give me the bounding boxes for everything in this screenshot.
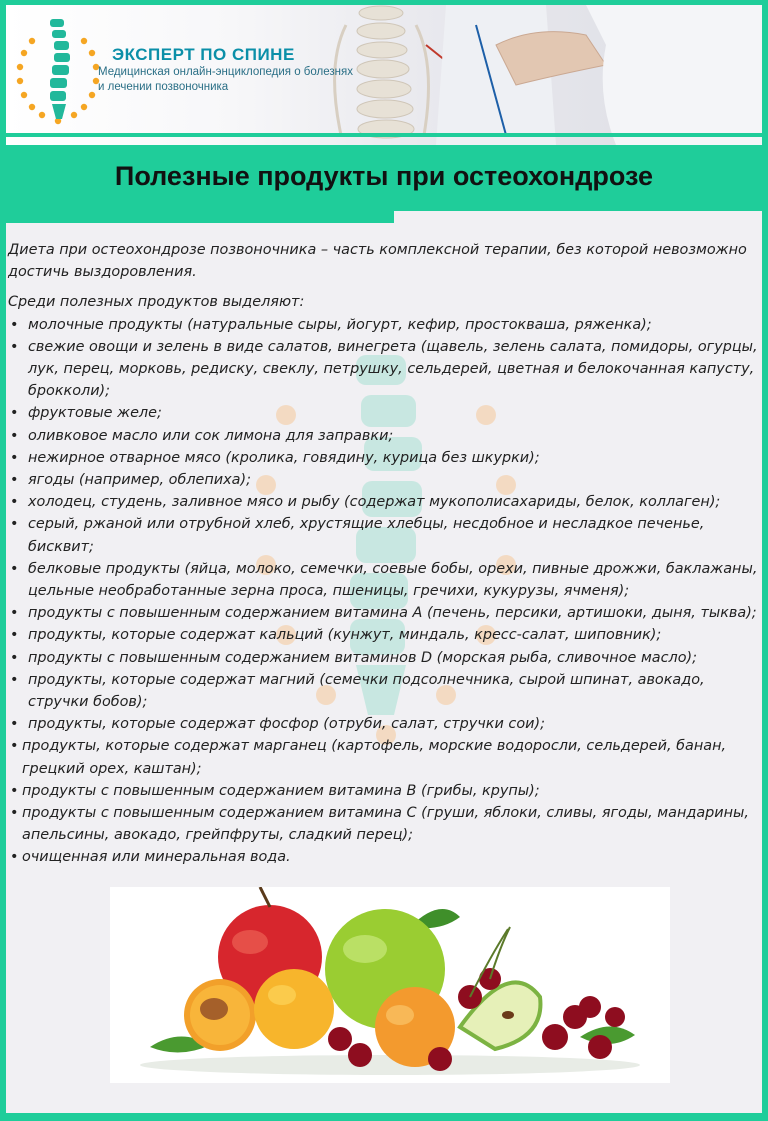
- list-item-text: фруктовые желе;: [28, 405, 162, 422]
- bullet-icon: •: [10, 405, 19, 422]
- list-item-text: продукты, которые содержат магний (семечки подсолнечника, сырой шпинат, авокадо, стручки бобов);: [28, 671, 705, 711]
- list-item-text: продукты с повышенным содержанием витамина В (грибы, крупы);: [22, 782, 540, 799]
- list-item: [8, 624, 758, 646]
- bullet-icon: •: [10, 805, 19, 822]
- apricot-icon: [254, 969, 334, 1049]
- bullet-icon: •: [10, 716, 19, 733]
- list-item-text: продукты с повышенным содержанием витамина А (печень, персики, артишоки, дыня, тыква);: [28, 605, 757, 622]
- list-item-text: оливковое масло или сок лимона для заправки;: [28, 427, 394, 444]
- bullet-icon: •: [10, 516, 19, 533]
- bullet-icon: •: [10, 494, 19, 511]
- bullet-icon: •: [10, 338, 19, 355]
- page-title: Полезные продукты при остеохондрозе: [114, 161, 654, 191]
- brand-title: ЭКСПЕРТ ПО СПИНЕ: [112, 45, 295, 64]
- article-body: [8, 239, 758, 869]
- bullet-icon: •: [10, 472, 19, 489]
- bullet-icon: •: [10, 738, 19, 755]
- brand-subtitle: Медицинская онлайн-энциклопедия о болезнях и лечении позвоночника: [98, 66, 353, 93]
- bullet-icon: •: [10, 427, 19, 444]
- list-item: [8, 336, 758, 403]
- bullet-icon: •: [10, 605, 19, 622]
- list-item: [8, 491, 758, 513]
- title-band-notch: [394, 211, 762, 225]
- intro-paragraph: Диета при остеохондрозе позвоночника – часть комплексной терапии, без которой невозможно достичь выздоровления.: [8, 242, 747, 281]
- bullet-icon: •: [10, 782, 19, 799]
- product-list: [8, 314, 758, 869]
- list-item: [8, 802, 758, 846]
- list-item: [8, 513, 758, 557]
- list-item-text: продукты, которые содержат марганец (картофель, морские водоросли, сельдерей, банан, грецкий орех, каштан);: [22, 738, 727, 777]
- list-item-text: продукты, которые содержат фосфор (отруби, салат, стручки сои);: [28, 716, 545, 733]
- fruit-illustration: [110, 887, 670, 1083]
- fruit-photo: [110, 887, 670, 1083]
- list-item-text: холодец, студень, заливное мясо и рыбу (содержат мукополисахариды, белок, коллаген);: [28, 494, 721, 511]
- list-item: [8, 469, 758, 491]
- bullet-icon: •: [10, 316, 19, 333]
- list-item-text: серый, ржаной или отрубной хлеб, хрустящие хлебцы, несдобное и несладкое печенье, бисквит;: [28, 516, 705, 555]
- list-item: [8, 425, 758, 447]
- list-item: [8, 846, 758, 868]
- list-item-text: ягоды (например, облепиха);: [28, 472, 251, 489]
- list-item-text: молочные продукты (натуральные сыры, йогурт, кефир, простокваша, ряженка);: [28, 316, 652, 333]
- list-lead: Среди полезных продуктов выделяют:: [8, 294, 305, 311]
- doctor-hand-image: [436, 5, 762, 145]
- bullet-icon: •: [10, 671, 19, 688]
- list-item-text: свежие овощи и зелень в виде салатов, винегрета (щавель, зелень салата, помидоры, огурцы, лук, перец, морковь, редиску, свеклу, петрушку, сельдерей, цветная и белокочанная капусту, брокколи);: [28, 338, 758, 400]
- bullet-icon: •: [10, 849, 19, 866]
- bullet-icon: •: [10, 449, 19, 466]
- list-item: [8, 647, 758, 669]
- list-item: [8, 669, 758, 713]
- list-item-text: нежирное отварное мясо (кролика, говядину, курица без шкурки);: [28, 449, 540, 466]
- list-item: [8, 602, 758, 624]
- list-item-text: очищенная или минеральная вода.: [22, 849, 291, 866]
- list-item: [8, 780, 758, 802]
- infographic-frame: [6, 5, 762, 1113]
- list-item-text: белковые продукты (яйца, молоко, семечки, соевые бобы, орехи, пивные дрожжи, баклажаны, цельные необработанные зерна проса, пшеницы, гречихи, кукурузы, ячменя);: [28, 560, 758, 600]
- list-item-text: продукты с повышенным содержанием витамина С (груши, яблоки, сливы, ягоды, мандарины, апельсины, авокадо, грейпфруты, сладкий перец);: [22, 805, 749, 844]
- list-item: [8, 713, 758, 735]
- list-item-text: продукты, которые содержат кальций (кунжут, миндаль, кресс-салат, шиповник);: [28, 627, 662, 644]
- header-divider: [6, 133, 762, 137]
- apricot-half-icon: [184, 979, 256, 1051]
- list-item: [8, 558, 758, 602]
- list-item: [8, 314, 758, 336]
- list-item-text: продукты с повышенным содержанием витаминов D (морская рыба, сливочное масло);: [28, 649, 697, 666]
- list-item: [8, 735, 758, 779]
- bullet-icon: •: [10, 560, 19, 577]
- bullet-icon: •: [10, 627, 19, 644]
- spine-logo-icon: [10, 15, 106, 127]
- list-item: [8, 447, 758, 469]
- list-item: [8, 402, 758, 424]
- header-banner: [6, 5, 762, 145]
- bullet-icon: •: [10, 649, 19, 666]
